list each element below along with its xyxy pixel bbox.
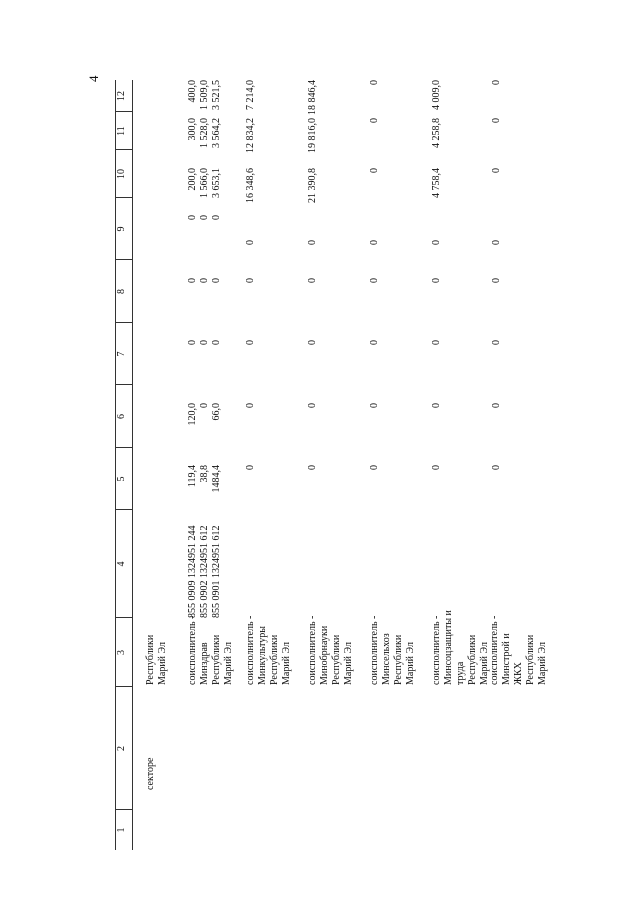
- cell-value: 0: [491, 240, 502, 245]
- col-number-12: 12: [116, 91, 127, 101]
- cell-value: 0: [199, 215, 210, 220]
- cell-value: 400,0: [187, 80, 198, 103]
- cell-value: 0: [491, 118, 502, 123]
- col-number-9: 9: [116, 226, 127, 232]
- cell-value: 0: [245, 278, 256, 283]
- cell-executor: соисполнитель - Минздрав Республики Марий Эл: [187, 615, 234, 685]
- cell-value: 0: [491, 278, 502, 283]
- cell-value: 0: [245, 340, 256, 345]
- col-number-10: 10: [116, 169, 127, 179]
- cell-value: 0: [491, 80, 502, 85]
- cell-value: 119,4: [187, 465, 198, 488]
- cell-value: 0: [431, 465, 442, 470]
- cell-value: 3 521,5: [211, 80, 222, 110]
- col-number-3: 3: [116, 650, 127, 655]
- cell-code: 855 0902 1324951 612: [199, 525, 210, 618]
- cell-executor: соисполнитель - Минобрнауки Республики Марий Эл: [307, 615, 354, 685]
- col-number-7: 7: [116, 351, 127, 357]
- cell-value: 0: [245, 465, 256, 470]
- cell-value: 0: [245, 403, 256, 408]
- cell-value: 0: [491, 340, 502, 345]
- page-number: 4: [86, 75, 101, 82]
- cell-value: 0: [369, 118, 380, 123]
- cell-code: 855 0909 1324951 244: [187, 525, 198, 618]
- cell-value: 0: [369, 168, 380, 173]
- cell-executor: соисполнитель - Минсельхоз Республики Марий Эл: [369, 615, 416, 685]
- col-number-5: 5: [116, 476, 127, 482]
- cell-value: 0: [307, 403, 318, 408]
- cell-value: 4 258,8: [431, 118, 442, 148]
- cell-value: 4 009,0: [431, 80, 442, 110]
- cell-value: 0: [491, 465, 502, 470]
- cell-value: 16 348,6: [245, 168, 256, 203]
- cell-code: 855 0901 1324951 612: [211, 525, 222, 618]
- cell-value: 0: [199, 403, 210, 408]
- col-number-2: 2: [116, 746, 127, 751]
- cell-value: 0: [187, 215, 198, 220]
- cell-value: 0: [369, 465, 380, 470]
- cell-value: 21 390,8: [307, 168, 318, 203]
- cell-executor: соисполнитель - Минкультуры Республики Марий Эл: [245, 615, 292, 685]
- cell-value: 0: [307, 465, 318, 470]
- col-number-8: 8: [116, 289, 127, 294]
- cell-value: 300,0: [187, 118, 198, 141]
- cell-value: 12 834,2: [245, 118, 256, 153]
- cell-value: 0: [369, 403, 380, 408]
- cell-value: 120,0: [187, 403, 198, 426]
- cell-value: 1 528,0: [199, 118, 210, 148]
- cell-value: 0: [245, 240, 256, 245]
- cell-value: 200,0: [187, 168, 198, 191]
- cell-value: 0: [187, 278, 198, 283]
- cell-top-col3: Республики Марий Эл: [145, 634, 168, 685]
- cell-value: 18 846,4: [307, 80, 318, 115]
- cell-value: 0: [369, 240, 380, 245]
- cell-value: 0: [211, 278, 222, 283]
- cell-executor: соисполнитель - Минсоцзащиты и труда Республики Марий Эл: [431, 610, 490, 685]
- cell-value: 0: [369, 278, 380, 283]
- cell-value: 1 509,0: [199, 80, 210, 110]
- cell-executor: соисполнитель - Минстрой и ЖКХ Республики Марий Эл: [489, 615, 548, 685]
- col-number-11: 11: [116, 126, 127, 136]
- cell-value: 0: [211, 340, 222, 345]
- cell-value: 0: [211, 215, 222, 220]
- cell-value: 19 816,0: [307, 118, 318, 153]
- cell-value: 0: [431, 278, 442, 283]
- cell-value: 0: [491, 168, 502, 173]
- cell-value: 0: [491, 403, 502, 408]
- cell-value: 0: [187, 340, 198, 345]
- cell-value: 0: [199, 340, 210, 345]
- cell-value: 66,0: [211, 403, 222, 421]
- cell-value: 1 566,0: [199, 168, 210, 198]
- cell-value: 0: [369, 80, 380, 85]
- col-number-6: 6: [116, 414, 127, 419]
- cell-value: 0: [431, 340, 442, 345]
- cell-value: 7 214,0: [245, 80, 256, 110]
- cell-value: 0: [199, 278, 210, 283]
- cell-value: 4 758,4: [431, 168, 442, 198]
- rotated-table: [115, 80, 548, 850]
- cell-value: 38,8: [199, 465, 210, 483]
- header-bottom-rule: [132, 80, 133, 850]
- cell-value: 0: [431, 403, 442, 408]
- cell-sector: секторе: [145, 757, 156, 790]
- cell-value: 3 653,1: [211, 168, 222, 198]
- cell-value: 3 564,2: [211, 118, 222, 148]
- cell-value: 1484,4: [211, 465, 222, 493]
- cell-value: 0: [307, 240, 318, 245]
- cell-value: 0: [307, 340, 318, 345]
- col-number-4: 4: [116, 561, 127, 567]
- cell-value: 0: [307, 278, 318, 283]
- cell-value: 0: [369, 340, 380, 345]
- cell-value: 0: [431, 240, 442, 245]
- col-number-1: 1: [116, 827, 127, 833]
